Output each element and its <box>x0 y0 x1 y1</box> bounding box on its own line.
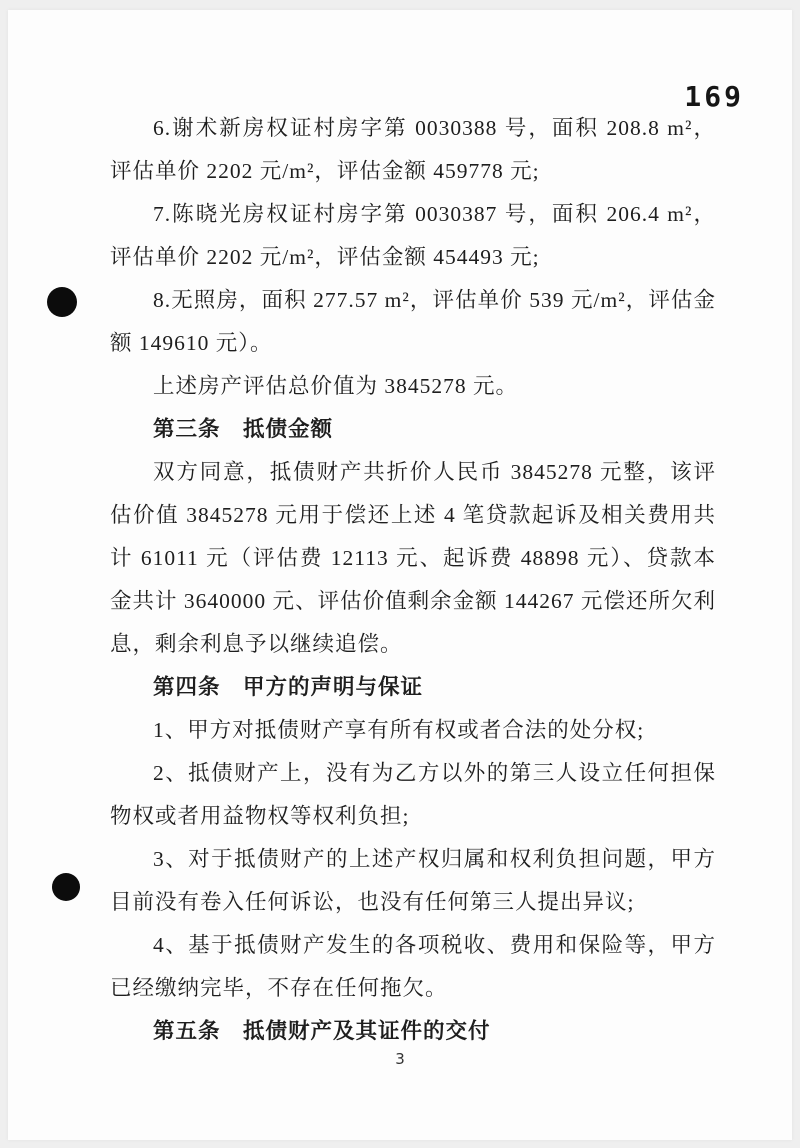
paragraph-item-7: 7.陈晓光房权证村房字第 0030387 号，面积 206.4 m²，评估单价 2202 元/m²，评估金额 454493 元; <box>110 202 716 269</box>
paragraph-total-value: 上述房产评估总价值为 3845278 元。 <box>153 374 519 398</box>
paragraph-clause-2: 2、抵债财产上，没有为乙方以外的第三人设立任何担保物权或者用益物权等权利负担; <box>110 761 716 828</box>
paragraph-item-8: 8.无照房，面积 277.57 m²，评估单价 539 元/m²，评估金额 149610 元）。 <box>110 288 716 355</box>
hole-punch-icon <box>52 873 80 901</box>
paragraph-clause-4: 4、基于抵债财产发生的各项税收、费用和保险等，甲方已经缴纳完毕，不存在任何拖欠。 <box>110 933 716 1000</box>
document-page <box>8 10 792 1140</box>
footer-page-number: 3 <box>395 1050 405 1068</box>
document-body <box>110 107 716 1053</box>
section-heading-4: 第四条 甲方的声明与保证 <box>153 675 424 699</box>
paragraph-clause-3: 3、对于抵债财产的上述产权归属和权利负担问题，甲方目前没有卷入任何诉讼，也没有任何第三人提出异议; <box>110 847 716 914</box>
paragraph-item-6: 6.谢术新房权证村房字第 0030388 号，面积 208.8 m²，评估单价 2202 元/m²，评估金额 459778 元; <box>110 116 716 183</box>
section-heading-5: 第五条 抵债财产及其证件的交付 <box>153 1019 491 1043</box>
paragraph-agreement: 双方同意，抵债财产共折价人民币 3845278 元整，该评估价值 3845278 元用于偿还上述 4 笔贷款起诉及相关费用共计 61011 元（评估费 12113 元、起诉费 48898 元）、贷款本金共计 3640000 元、评估价值剩余金额 144267 元偿还所欠利息，剩余利息予以继续追偿。 <box>110 460 716 656</box>
page-corner-number: 169 <box>684 80 744 113</box>
section-heading-3: 第三条 抵债金额 <box>153 417 334 441</box>
paragraph-clause-1: 1、甲方对抵债财产享有所有权或者合法的处分权; <box>153 718 645 742</box>
hole-punch-icon <box>47 287 77 317</box>
